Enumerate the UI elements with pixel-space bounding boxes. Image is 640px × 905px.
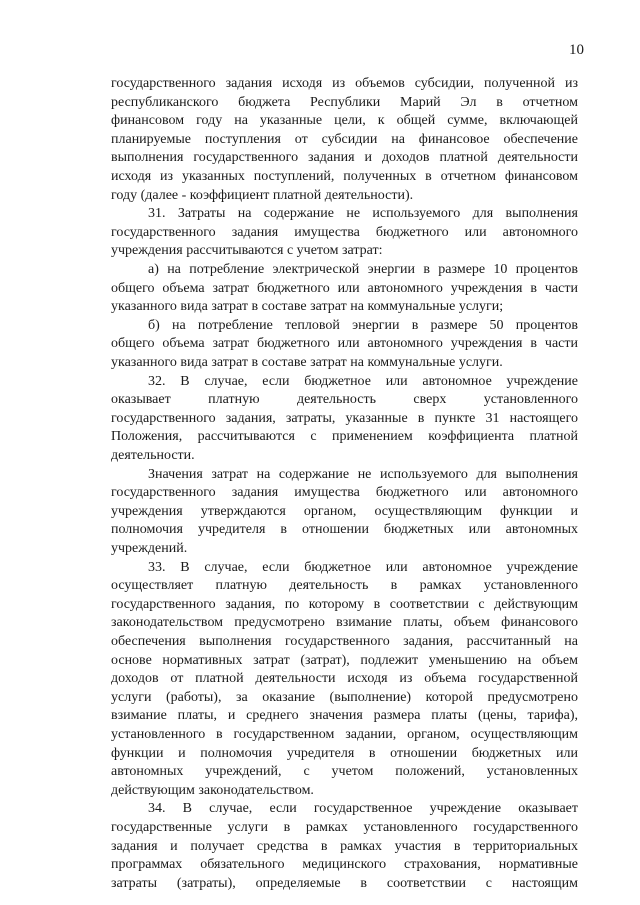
text-line: Положения, рассчитываются с применением коэффициента платной bbox=[111, 429, 578, 445]
text-line: общего объема затрат бюджетного или автономного учреждения в части bbox=[111, 280, 578, 296]
text-line: государственного задания имущества бюджетного или автономного bbox=[111, 485, 578, 501]
text-line: 33. В случае, если бюджетное или автономное учреждение bbox=[148, 559, 578, 575]
text-line: автономных учреждений, с учетом положений, установленных bbox=[111, 764, 578, 780]
text-line: деятельности. bbox=[111, 448, 195, 463]
text-line: 34. В случае, если государственное учреждение оказывает bbox=[148, 801, 578, 817]
text-line: затраты (затраты), определяемые в соответствии с настоящим bbox=[111, 875, 578, 891]
text-line: взимание платы, и среднего значения размера платы (цены, тарифа), bbox=[111, 708, 578, 724]
text-line: а) на потребление электрической энергии в размере 10 процентов bbox=[148, 262, 578, 277]
text-line: оказывает платную деятельность сверх установленного bbox=[111, 392, 578, 408]
text-line: обеспечения выполнения государственного задания, рассчитанный на bbox=[111, 634, 578, 649]
text-line: функции и полномочия учредителя в отношении бюджетных или bbox=[111, 745, 578, 761]
text-line: установленного в государственном задании, органом, осуществляющим bbox=[111, 727, 578, 742]
text-line: государственного задания исходя из объемов субсидии, полученной из bbox=[111, 76, 578, 91]
text-line: учреждения утверждаются органом, осуществляющим функции и bbox=[111, 503, 578, 519]
text-line: задания и получает средства в рамках участия в территориальных bbox=[111, 838, 578, 854]
text-line: государственного задания, затраты, указанные в пункте 31 настоящего bbox=[111, 410, 578, 426]
text-line: осуществляет платную деятельность в рамках установленного bbox=[111, 578, 578, 594]
text-line: государственного задания имущества бюджетного или автономного bbox=[111, 224, 578, 240]
text-line: финансовом году на указанные цели, к общей сумме, включающей bbox=[111, 113, 578, 129]
text-line: году (далее - коэффициент платной деятельности). bbox=[111, 187, 414, 203]
text-line: учреждения рассчитываются с учетом затрат: bbox=[111, 243, 383, 259]
text-line: основе нормативных затрат (затрат), подлежит уменьшению на объем bbox=[111, 652, 578, 668]
text-line: 31. Затраты на содержание не используемого для выполнения bbox=[148, 206, 578, 222]
text-line: государственного задания, по которому в соответствии с действующим bbox=[111, 596, 578, 612]
text-line: полномочия учредителя в отношении бюджетных или автономных bbox=[111, 522, 578, 538]
text-line: исходя из указанных поступлений, полученных в отчетном финансовом bbox=[111, 169, 578, 184]
text-line: указанного вида затрат в составе затрат на коммунальные услуги; bbox=[111, 299, 504, 315]
text-line: б) на потребление тепловой энергии в размере 50 процентов bbox=[148, 317, 578, 333]
text-line: услуги (работы), за оказание (выполнение) которой предусмотрено bbox=[111, 689, 578, 705]
text-line: доходов от платной деятельности исходя из объема государственной bbox=[111, 671, 578, 687]
text-line: действующим законодательством. bbox=[111, 782, 314, 798]
text-line: выполнения государственного задания и доходов платной деятельности bbox=[111, 150, 578, 166]
text-line: общего объема затрат бюджетного или автономного учреждения в части bbox=[111, 336, 578, 352]
page-number: 10 bbox=[569, 42, 584, 58]
text-line: планируемые поступления от субсидии на финансовое обеспечение bbox=[111, 131, 578, 147]
text-line: Значения затрат на содержание не используемого для выполнения bbox=[148, 466, 578, 482]
text-line: указанного вида затрат в составе затрат на коммунальные услуги. bbox=[111, 355, 503, 370]
text-line: государственные услуги в рамках установленного государственного bbox=[111, 820, 578, 835]
text-line: республиканского бюджета Республики Марий Эл в отчетном bbox=[111, 94, 578, 110]
text-line: 32. В случае, если бюджетное или автономное учреждение bbox=[148, 373, 578, 389]
text-line: учреждений. bbox=[111, 541, 188, 556]
text-line: программах обязательного медицинского страхования, нормативные bbox=[111, 857, 578, 873]
text-line: законодательством предусмотрено взимание платы, объем финансового bbox=[111, 615, 578, 631]
